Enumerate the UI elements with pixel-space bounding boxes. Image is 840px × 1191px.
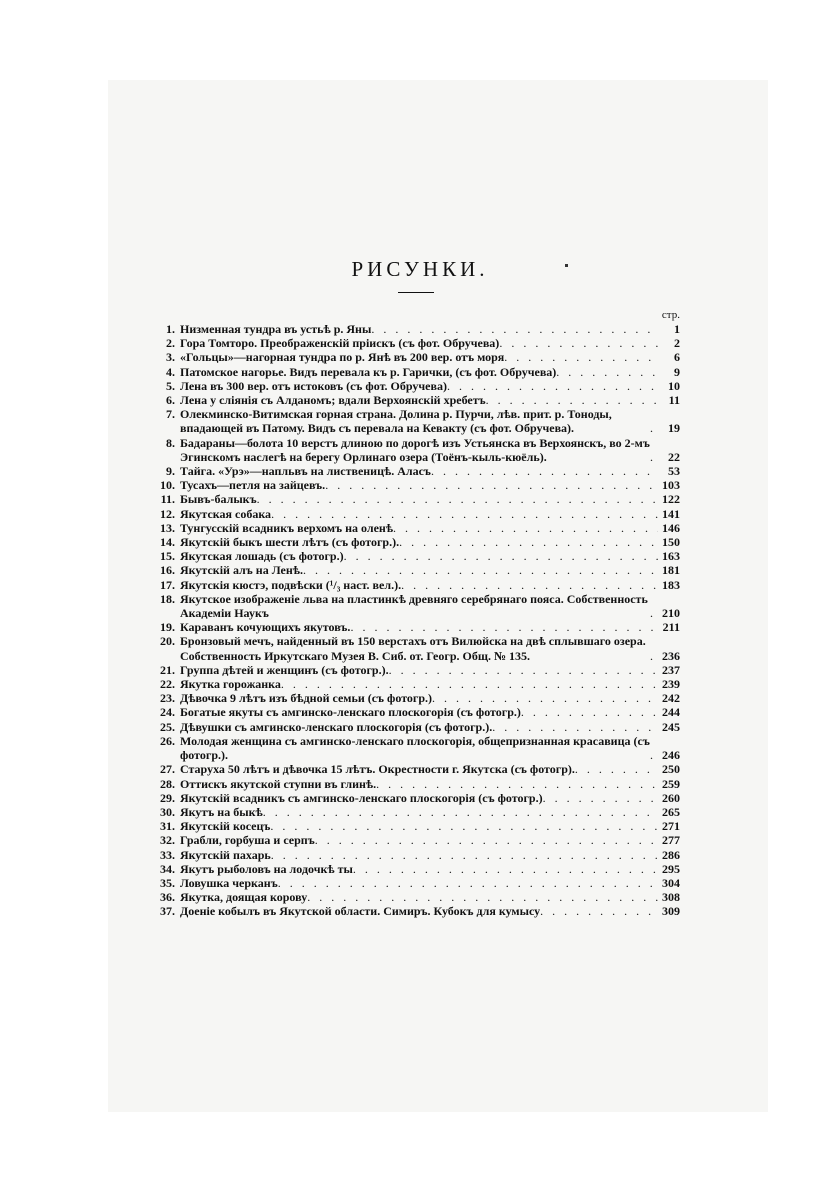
- dot-leader: [281, 677, 658, 691]
- entry-caption: Гора Томторо. Преображенскій пріискъ (съ фот. Обручева): [180, 336, 500, 351]
- entry-number: 17.: [160, 577, 175, 592]
- entry-caption: Лена у сліянія съ Алданомъ; вдали Верхоянскій хребетъ: [180, 393, 486, 408]
- entry-caption: Якутка, доящая корову: [180, 890, 308, 905]
- dot-leader: [492, 720, 658, 734]
- dot-leader: [344, 549, 658, 563]
- list-item: [146, 322, 680, 336]
- page-title: РИСУНКИ.: [351, 257, 489, 281]
- entry-number: 12.: [160, 506, 175, 521]
- entry-number: 18.: [160, 591, 175, 606]
- entry-number: 20.: [160, 634, 175, 649]
- entry-number: 11.: [160, 492, 175, 507]
- dot-leader: [556, 365, 658, 379]
- list-item: [146, 705, 680, 719]
- entry-number: 4.: [166, 364, 175, 379]
- entry-page-number: 183: [662, 577, 680, 592]
- dot-leader: [278, 876, 658, 890]
- list-item: [146, 890, 680, 904]
- entry-caption: Якутское изображеніе льва на пластинкѣ древняго серебрянаго пояса. Собственность Академіи Наукъ: [180, 591, 648, 621]
- entry-caption: Дѣвочка 9 лѣтъ изъ бѣдной семьи (съ фотогр.): [180, 691, 433, 706]
- entry-body: [180, 464, 680, 478]
- entry-caption: Тусахъ—петля на зайцевъ.: [180, 478, 326, 493]
- entry-page-number: 242: [662, 691, 680, 706]
- list-item: [146, 691, 680, 705]
- entry-caption: Доеніе кобылъ въ Якутской области. Симиръ. Кубокъ для кумысу: [180, 904, 541, 919]
- entry-body: [180, 890, 680, 904]
- entry-body: [180, 904, 680, 918]
- entry-number: 16.: [160, 563, 175, 578]
- entry-body: [180, 663, 680, 677]
- dot-leader: [353, 862, 658, 876]
- entry-number: 10.: [160, 478, 175, 493]
- dot-leader: [303, 563, 658, 577]
- entry-page-number: 6: [674, 350, 680, 365]
- entry-caption: Бронзовый мечъ, найденный въ 150 верстахъ отъ Вилюйска на двѣ сплывшаго озера. Собственность Иркутскаго Музея В. Сиб. от. Геогр. Общ. № 135.: [180, 634, 646, 663]
- entry-page-number: 246: [662, 748, 680, 763]
- entry-number: 35.: [160, 875, 175, 890]
- dot-leader: [376, 777, 658, 791]
- list-item: [146, 365, 680, 379]
- list-item: [146, 620, 680, 634]
- dot-leader: [504, 350, 658, 364]
- dot-leader: [650, 606, 658, 620]
- entry-page-number: 265: [662, 804, 680, 819]
- entry-body: [180, 720, 680, 734]
- entry-number: 34.: [160, 861, 175, 876]
- entry-caption: Группа дѣтей и женщинъ (съ фотогр.).: [180, 662, 389, 677]
- entry-page-number: 11: [668, 393, 680, 408]
- entry-body: [180, 592, 680, 620]
- entry-caption: Якутскій быкъ шести лѣтъ (съ фотогр.).: [180, 535, 400, 550]
- entry-page-number: 286: [662, 847, 680, 862]
- entry-caption: Якутскія кюстэ, подвѣски (¹/₃ наст. вел.).: [180, 577, 402, 592]
- list-item: [146, 464, 680, 478]
- entry-body: [180, 535, 680, 549]
- entry-number: 31.: [160, 819, 175, 834]
- entry-body: [180, 620, 680, 634]
- entry-page-number: 236: [662, 648, 680, 663]
- dot-leader: [499, 336, 658, 350]
- entry-body: [180, 322, 680, 336]
- entry-body: [180, 862, 680, 876]
- dot-leader: [271, 507, 658, 521]
- entry-page-number: 22: [668, 449, 680, 464]
- list-item: [146, 876, 680, 890]
- entry-page-number: 19: [668, 421, 680, 436]
- entry-caption: Якутъ рыболовъ на лодочкѣ ты: [180, 861, 353, 876]
- entry-number: 6.: [166, 393, 175, 408]
- entry-number: 33.: [160, 847, 175, 862]
- entry-body: [180, 848, 680, 862]
- entry-number: 15.: [160, 549, 175, 564]
- entry-number: 24.: [160, 705, 175, 720]
- entry-caption: Оттискъ якутской ступни въ глинѣ.: [180, 776, 377, 791]
- list-item: [146, 549, 680, 563]
- entry-number: 37.: [160, 904, 175, 919]
- entry-body: [180, 705, 680, 719]
- entry-caption: Бадараны—болота 10 верстъ длиною по дорогѣ изъ Устьянска въ Верхоянскъ, во 2-мъ Эгинскомъ наслегѣ на берегу Орлинаго озера (Тоёнъ-кыль-кюёль).: [180, 435, 650, 464]
- entry-caption: «Гольцы»—нагорная тундра по р. Янѣ въ 200 вер. отъ моря: [180, 350, 505, 365]
- dot-leader: [389, 663, 658, 677]
- entry-page-number: 245: [662, 719, 680, 734]
- entry-number: 21.: [160, 662, 175, 677]
- entry-page-number: 250: [662, 762, 680, 777]
- dot-leader: [271, 848, 658, 862]
- entry-body: [180, 407, 680, 435]
- entry-caption: Лена въ 300 вер. отъ истоковъ (съ фот. Обручева): [180, 378, 447, 393]
- entry-caption: Богатые якуты съ амгинско-ленскаго плоскогорія (съ фотогр.): [180, 705, 521, 720]
- entry-caption: Якутская лошадь (съ фотогр.): [180, 549, 344, 564]
- entry-body: [180, 634, 680, 662]
- entry-number: 13.: [160, 520, 175, 535]
- entry-number: 19.: [160, 620, 175, 635]
- entry-body: [180, 521, 680, 535]
- dot-leader: [540, 904, 658, 918]
- list-item: [146, 336, 680, 350]
- dot-leader: [393, 521, 658, 535]
- entry-body: [180, 876, 680, 890]
- list-item: [146, 720, 680, 734]
- entry-body: [180, 379, 680, 393]
- entry-caption: Бывъ-балыкъ: [180, 492, 257, 507]
- entry-body: [180, 833, 680, 847]
- list-item: [146, 848, 680, 862]
- dot-leader: [315, 833, 658, 847]
- title-divider: [398, 292, 434, 293]
- entry-body: [180, 762, 680, 776]
- entry-page-number: 163: [662, 549, 680, 564]
- entry-number: 7.: [166, 407, 175, 422]
- entry-number: 26.: [160, 733, 175, 748]
- entry-page-number: 211: [662, 620, 680, 635]
- entry-number: 3.: [166, 350, 175, 365]
- entry-body: [180, 393, 680, 407]
- entry-body: [180, 507, 680, 521]
- entry-page-number: 103: [662, 478, 680, 493]
- entry-number: 32.: [160, 833, 175, 848]
- list-item: [146, 592, 680, 620]
- entry-body: [180, 365, 680, 379]
- entry-caption: Молодая женщина съ амгинско-ленскаго плоскогорія, общепризнанная красавица (съ фотогр.).: [180, 733, 650, 763]
- entry-page-number: 259: [662, 776, 680, 791]
- entry-caption: Караванъ кочующихъ якутовъ.: [180, 620, 351, 635]
- entry-caption: Патомское нагорье. Видъ перевала къ р. Гарички, (съ фот. Обручева): [180, 364, 557, 379]
- entry-page-number: 146: [662, 520, 680, 535]
- list-item: [146, 478, 680, 492]
- entry-number: 9.: [166, 464, 175, 479]
- entry-caption: Якутская собака: [180, 506, 272, 521]
- page-column-label: стр.: [661, 309, 680, 321]
- illustrations-list: [146, 322, 680, 919]
- dot-leader: [401, 578, 658, 592]
- entry-caption: Тайга. «Урэ»—напльвъ на лиственицѣ. Аласъ: [180, 464, 431, 479]
- entry-page-number: 141: [662, 506, 680, 521]
- list-item: [146, 507, 680, 521]
- list-item: [146, 436, 680, 464]
- list-item: [146, 634, 680, 662]
- dot-leader: [650, 450, 658, 464]
- entry-body: [180, 777, 680, 791]
- entry-page-number: 244: [662, 705, 680, 720]
- entry-page-number: 10: [668, 378, 680, 393]
- dot-leader: [521, 705, 658, 719]
- entry-body: [180, 805, 680, 819]
- list-item: [146, 521, 680, 535]
- list-item: [146, 862, 680, 876]
- dot-leader: [650, 649, 658, 663]
- list-item: [146, 805, 680, 819]
- entry-number: 30.: [160, 804, 175, 819]
- dot-leader: [257, 492, 658, 506]
- entry-body: [180, 791, 680, 805]
- dot-leader: [486, 393, 658, 407]
- entry-page-number: 260: [662, 790, 680, 805]
- entry-number: 25.: [160, 719, 175, 734]
- list-item: [146, 492, 680, 506]
- entry-page-number: 277: [662, 833, 680, 848]
- dot-leader: [447, 379, 658, 393]
- entry-number: 23.: [160, 691, 175, 706]
- entry-page-number: 122: [662, 492, 680, 507]
- entry-caption: Якутскій косецъ: [180, 819, 271, 834]
- entry-number: 2.: [166, 336, 175, 351]
- entry-page-number: 2: [674, 336, 680, 351]
- entry-number: 28.: [160, 776, 175, 791]
- entry-body: [180, 549, 680, 563]
- entry-page-number: 239: [662, 677, 680, 692]
- entry-page-number: 150: [662, 535, 680, 550]
- list-item: [146, 777, 680, 791]
- entry-body: [180, 691, 680, 705]
- list-item: [146, 819, 680, 833]
- dot-leader: [263, 805, 658, 819]
- entry-page-number: 1: [674, 322, 680, 336]
- entry-number: 14.: [160, 535, 175, 550]
- list-item: [146, 762, 680, 776]
- dot-leader: [432, 691, 658, 705]
- entry-caption: Тунгусскій всадникъ верхомъ на оленѣ: [180, 520, 394, 535]
- dot-leader: [350, 620, 658, 634]
- entry-caption: Якутъ на быкѣ: [180, 804, 263, 819]
- dot-leader: [543, 791, 658, 805]
- entry-number: 1.: [166, 322, 175, 336]
- entry-caption: Дѣвушки съ амгинско-ленскаго плоскогорія (съ фотогр.).: [180, 719, 493, 734]
- entry-body: [180, 492, 680, 506]
- entry-caption: Низменная тундра въ устьѣ р. Яны: [180, 322, 372, 336]
- list-item: [146, 350, 680, 364]
- entry-page-number: 304: [662, 875, 680, 890]
- dot-leader: [371, 322, 658, 336]
- entry-number: 29.: [160, 790, 175, 805]
- entry-body: [180, 336, 680, 350]
- entry-caption: Ловушка черканъ: [180, 875, 278, 890]
- entry-number: 36.: [160, 890, 175, 905]
- entry-body: [180, 478, 680, 492]
- entry-caption: Якутскій всадникъ съ амгинско-ленскаго плоскогорія (съ фотогр.): [180, 790, 543, 805]
- entry-caption: Якутка горожанка: [180, 677, 281, 692]
- entry-caption: Грабли, горбуша и серпъ: [180, 833, 315, 848]
- list-item: [146, 535, 680, 549]
- list-item: [146, 393, 680, 407]
- list-item: [146, 407, 680, 435]
- entry-body: [180, 350, 680, 364]
- entry-page-number: 53: [668, 464, 680, 479]
- entry-page-number: 309: [662, 904, 680, 919]
- entry-body: [180, 677, 680, 691]
- dot-leader: [307, 890, 658, 904]
- entry-page-number: 9: [674, 364, 680, 379]
- entry-body: [180, 819, 680, 833]
- entry-caption: Старуха 50 лѣтъ и дѣвочка 15 лѣтъ. Окрестности г. Якутска (съ фотогр).: [180, 762, 575, 777]
- dot-leader: [650, 421, 658, 435]
- entry-number: 5.: [166, 378, 175, 393]
- entry-number: 8.: [166, 435, 175, 450]
- entry-caption: Якутскій алъ на Ленѣ.: [180, 563, 303, 578]
- entry-page-number: 237: [662, 662, 680, 677]
- dot-leader: [431, 464, 658, 478]
- entry-caption: Олекминско-Витимская горная страна. Долина р. Пурчи, лѣв. прит. р. Тоноды, впадающей въ Патому. Видъ съ перевала на Кевакту (съ фот. Обручева).: [180, 407, 612, 436]
- list-item: [146, 734, 680, 762]
- list-item: [146, 663, 680, 677]
- list-item: [146, 904, 680, 918]
- list-item: [146, 791, 680, 805]
- entry-body: [180, 563, 680, 577]
- list-item: [146, 379, 680, 393]
- entry-page-number: 308: [662, 890, 680, 905]
- dot-leader: [325, 478, 658, 492]
- entry-page-number: 210: [662, 606, 680, 621]
- dot-leader: [399, 535, 658, 549]
- list-item: [146, 578, 680, 592]
- entry-page-number: 181: [662, 563, 680, 578]
- entry-page-number: 295: [662, 861, 680, 876]
- entry-body: [180, 436, 680, 464]
- list-item: [146, 833, 680, 847]
- dot-leader: [575, 762, 658, 776]
- entry-body: [180, 734, 680, 762]
- entry-number: 22.: [160, 677, 175, 692]
- ink-speck: [565, 264, 568, 267]
- entry-body: [180, 578, 680, 592]
- dot-leader: [650, 748, 658, 762]
- dot-leader: [270, 819, 658, 833]
- entry-caption: Якутскій пахарь: [180, 847, 271, 862]
- list-item: [146, 563, 680, 577]
- list-item: [146, 677, 680, 691]
- entry-page-number: 271: [662, 819, 680, 834]
- entry-number: 27.: [160, 762, 175, 777]
